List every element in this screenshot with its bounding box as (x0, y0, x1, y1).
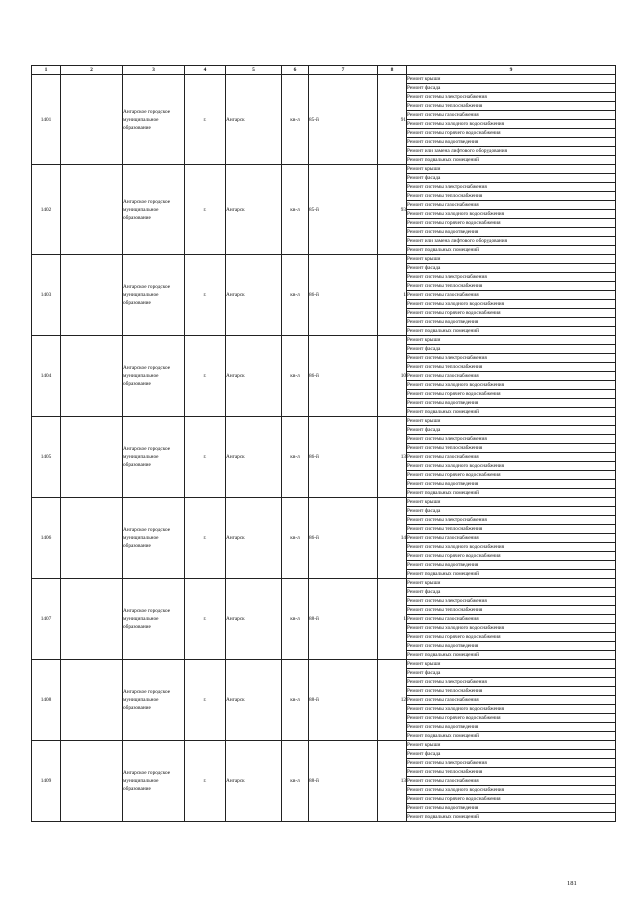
work-item: Ремонт системы газоснабжения (407, 372, 616, 381)
quarter-number: 88-й (309, 579, 378, 660)
work-item: Ремонт системы газоснабжения (407, 291, 616, 300)
blank-cell (61, 498, 123, 579)
blank-cell (61, 255, 123, 336)
work-item: Ремонт фасада (407, 84, 616, 93)
locality-kind: кв-л (282, 498, 309, 579)
table-row (32, 336, 616, 345)
work-item: Ремонт системы холодного водоснабжения (407, 543, 616, 552)
work-item: Ремонт системы газоснабжения (407, 696, 616, 705)
locality-kind: кв-л (282, 579, 309, 660)
work-item: Ремонт системы газоснабжения (407, 111, 616, 120)
house-number: 91 (378, 75, 407, 165)
work-item: Ремонт системы электроснабжения (407, 183, 616, 192)
work-item: Ремонт системы теплоснабжения (407, 525, 616, 534)
house-number: 93 (378, 165, 407, 255)
quarter-number: 85-й (309, 75, 378, 165)
municipality: Ангарское городское муниципальное образование (123, 579, 185, 660)
work-item: Ремонт системы холодного водоснабжения (407, 120, 616, 129)
municipality: Ангарское городское муниципальное образование (123, 336, 185, 417)
quarter-number: 86-й (309, 336, 378, 417)
work-item: Ремонт системы теплоснабжения (407, 102, 616, 111)
municipality: Ангарское городское муниципальное образование (123, 741, 185, 822)
record-number: 1409 (32, 741, 61, 822)
work-item: Ремонт подвальных помещений (407, 732, 616, 741)
header-col-3: 3 (123, 66, 185, 75)
table-body (32, 75, 616, 822)
work-item: Ремонт крыши (407, 255, 616, 264)
settlement-name: Ангарск (226, 75, 282, 165)
house-number: 14 (378, 498, 407, 579)
work-item: Ремонт системы теплоснабжения (407, 192, 616, 201)
work-item: Ремонт системы водоотведения (407, 561, 616, 570)
work-item: Ремонт системы холодного водоснабжения (407, 705, 616, 714)
work-item: Ремонт системы электроснабжения (407, 354, 616, 363)
work-item: Ремонт системы водоотведения (407, 228, 616, 237)
work-item: Ремонт крыши (407, 660, 616, 669)
header-col-8: 8 (378, 66, 407, 75)
quarter-number: 86-й (309, 255, 378, 336)
work-item: Ремонт фасада (407, 588, 616, 597)
quarter-number: 88-й (309, 741, 378, 822)
work-item: Ремонт системы теплоснабжения (407, 363, 616, 372)
work-item: Ремонт системы горячего водоснабжения (407, 219, 616, 228)
municipality: Ангарское городское муниципальное образование (123, 498, 185, 579)
header-col-5: 5 (226, 66, 282, 75)
table-row (32, 579, 616, 588)
record-number: 1401 (32, 75, 61, 165)
work-item: Ремонт системы электроснабжения (407, 93, 616, 102)
work-item: Ремонт системы электроснабжения (407, 678, 616, 687)
work-item: Ремонт системы газоснабжения (407, 777, 616, 786)
work-item: Ремонт системы водоотведения (407, 642, 616, 651)
work-item: Ремонт системы теплоснабжения (407, 768, 616, 777)
table-row (32, 75, 616, 84)
blank-cell (61, 75, 123, 165)
work-item: Ремонт системы холодного водоснабжения (407, 300, 616, 309)
header-col-2: 2 (61, 66, 123, 75)
settlement-type: г. (185, 75, 226, 165)
record-number: 1406 (32, 498, 61, 579)
settlement-name: Ангарск (226, 498, 282, 579)
work-item: Ремонт крыши (407, 75, 616, 84)
work-item: Ремонт системы холодного водоснабжения (407, 462, 616, 471)
work-item: Ремонт системы водоотведения (407, 480, 616, 489)
quarter-number: 85-й (309, 165, 378, 255)
table-row (32, 660, 616, 669)
house-number: 12 (378, 660, 407, 741)
table-row (32, 255, 616, 264)
settlement-type: г. (185, 498, 226, 579)
municipality: Ангарское городское муниципальное образование (123, 255, 185, 336)
house-number: 1 (378, 579, 407, 660)
quarter-number: 86-й (309, 498, 378, 579)
house-number: 10 (378, 336, 407, 417)
work-item: Ремонт подвальных помещений (407, 156, 616, 165)
municipality: Ангарское городское муниципальное образование (123, 75, 185, 165)
record-number: 1404 (32, 336, 61, 417)
header-col-9: 9 (407, 66, 616, 75)
header-row (32, 66, 616, 75)
work-item: Ремонт системы горячего водоснабжения (407, 309, 616, 318)
settlement-type: г. (185, 741, 226, 822)
work-item: Ремонт системы холодного водоснабжения (407, 381, 616, 390)
work-item: Ремонт системы горячего водоснабжения (407, 552, 616, 561)
work-item: Ремонт системы горячего водоснабжения (407, 795, 616, 804)
work-item: Ремонт системы водоотведения (407, 138, 616, 147)
work-item: Ремонт системы теплоснабжения (407, 282, 616, 291)
work-item: Ремонт подвальных помещений (407, 570, 616, 579)
work-item: Ремонт системы электроснабжения (407, 597, 616, 606)
work-item: Ремонт системы электроснабжения (407, 516, 616, 525)
blank-cell (61, 165, 123, 255)
settlement-name: Ангарск (226, 255, 282, 336)
work-item: Ремонт фасада (407, 426, 616, 435)
record-number: 1405 (32, 417, 61, 498)
table-row (32, 498, 616, 507)
work-item: Ремонт крыши (407, 741, 616, 750)
house-number: 13 (378, 417, 407, 498)
locality-kind: кв-л (282, 165, 309, 255)
work-item: Ремонт системы горячего водоснабжения (407, 129, 616, 138)
settlement-type: г. (185, 255, 226, 336)
work-item: Ремонт системы горячего водоснабжения (407, 390, 616, 399)
work-item: Ремонт фасада (407, 345, 616, 354)
work-item: Ремонт системы водоотведения (407, 804, 616, 813)
settlement-type: г. (185, 579, 226, 660)
work-item: Ремонт системы горячего водоснабжения (407, 471, 616, 480)
locality-kind: кв-л (282, 255, 309, 336)
settlement-name: Ангарск (226, 336, 282, 417)
quarter-number: 88-й (309, 660, 378, 741)
record-number: 1407 (32, 579, 61, 660)
locality-kind: кв-л (282, 336, 309, 417)
work-item: Ремонт системы водоотведения (407, 399, 616, 408)
work-item: Ремонт системы теплоснабжения (407, 687, 616, 696)
work-item: Ремонт подвальных помещений (407, 246, 616, 255)
header-col-7: 7 (309, 66, 378, 75)
work-item: Ремонт фасада (407, 750, 616, 759)
work-item: Ремонт фасада (407, 669, 616, 678)
work-item: Ремонт крыши (407, 417, 616, 426)
municipality: Ангарское городское муниципальное образование (123, 660, 185, 741)
municipality: Ангарское городское муниципальное образование (123, 417, 185, 498)
table-row (32, 417, 616, 426)
header-col-6: 6 (282, 66, 309, 75)
work-item: Ремонт системы водоотведения (407, 723, 616, 732)
work-item: Ремонт фасада (407, 507, 616, 516)
work-item: Ремонт подвальных помещений (407, 651, 616, 660)
municipality: Ангарское городское муниципальное образование (123, 165, 185, 255)
work-item: Ремонт системы электроснабжения (407, 759, 616, 768)
repair-program-table (31, 65, 616, 822)
work-item: Ремонт фасада (407, 174, 616, 183)
blank-cell (61, 741, 123, 822)
blank-cell (61, 579, 123, 660)
work-item: Ремонт или замена лифтового оборудования (407, 237, 616, 246)
header-col-4: 4 (185, 66, 226, 75)
work-item: Ремонт системы холодного водоснабжения (407, 624, 616, 633)
header-col-1: 1 (32, 66, 61, 75)
locality-kind: кв-л (282, 417, 309, 498)
house-number: 13 (378, 741, 407, 822)
settlement-type: г. (185, 336, 226, 417)
work-item: Ремонт системы горячего водоснабжения (407, 633, 616, 642)
work-item: Ремонт крыши (407, 165, 616, 174)
settlement-name: Ангарск (226, 660, 282, 741)
settlement-type: г. (185, 660, 226, 741)
work-item: Ремонт системы газоснабжения (407, 201, 616, 210)
work-item: Ремонт системы водоотведения (407, 318, 616, 327)
work-item: Ремонт системы теплоснабжения (407, 606, 616, 615)
house-number: 1 (378, 255, 407, 336)
work-item: Ремонт или замена лифтового оборудования (407, 147, 616, 156)
work-item: Ремонт подвальных помещений (407, 408, 616, 417)
table-row (32, 165, 616, 174)
work-item: Ремонт крыши (407, 579, 616, 588)
settlement-name: Ангарск (226, 741, 282, 822)
work-item: Ремонт фасада (407, 264, 616, 273)
settlement-name: Ангарск (226, 579, 282, 660)
work-item: Ремонт подвальных помещений (407, 813, 616, 822)
work-item: Ремонт системы теплоснабжения (407, 444, 616, 453)
settlement-name: Ангарск (226, 417, 282, 498)
blank-cell (61, 336, 123, 417)
work-item: Ремонт крыши (407, 336, 616, 345)
work-item: Ремонт системы электроснабжения (407, 273, 616, 282)
work-item: Ремонт системы газоснабжения (407, 615, 616, 624)
record-number: 1403 (32, 255, 61, 336)
work-item: Ремонт подвальных помещений (407, 327, 616, 336)
locality-kind: кв-л (282, 660, 309, 741)
work-item: Ремонт крыши (407, 498, 616, 507)
locality-kind: кв-л (282, 75, 309, 165)
blank-cell (61, 417, 123, 498)
page-number: 181 (567, 880, 577, 887)
blank-cell (61, 660, 123, 741)
record-number: 1408 (32, 660, 61, 741)
record-number: 1402 (32, 165, 61, 255)
work-item: Ремонт системы газоснабжения (407, 534, 616, 543)
work-item: Ремонт системы холодного водоснабжения (407, 210, 616, 219)
table-row (32, 741, 616, 750)
quarter-number: 86-й (309, 417, 378, 498)
locality-kind: кв-л (282, 741, 309, 822)
work-item: Ремонт системы горячего водоснабжения (407, 714, 616, 723)
work-item: Ремонт системы газоснабжения (407, 453, 616, 462)
settlement-name: Ангарск (226, 165, 282, 255)
settlement-type: г. (185, 165, 226, 255)
work-item: Ремонт подвальных помещений (407, 489, 616, 498)
work-item: Ремонт системы электроснабжения (407, 435, 616, 444)
work-item: Ремонт системы холодного водоснабжения (407, 786, 616, 795)
settlement-type: г. (185, 417, 226, 498)
